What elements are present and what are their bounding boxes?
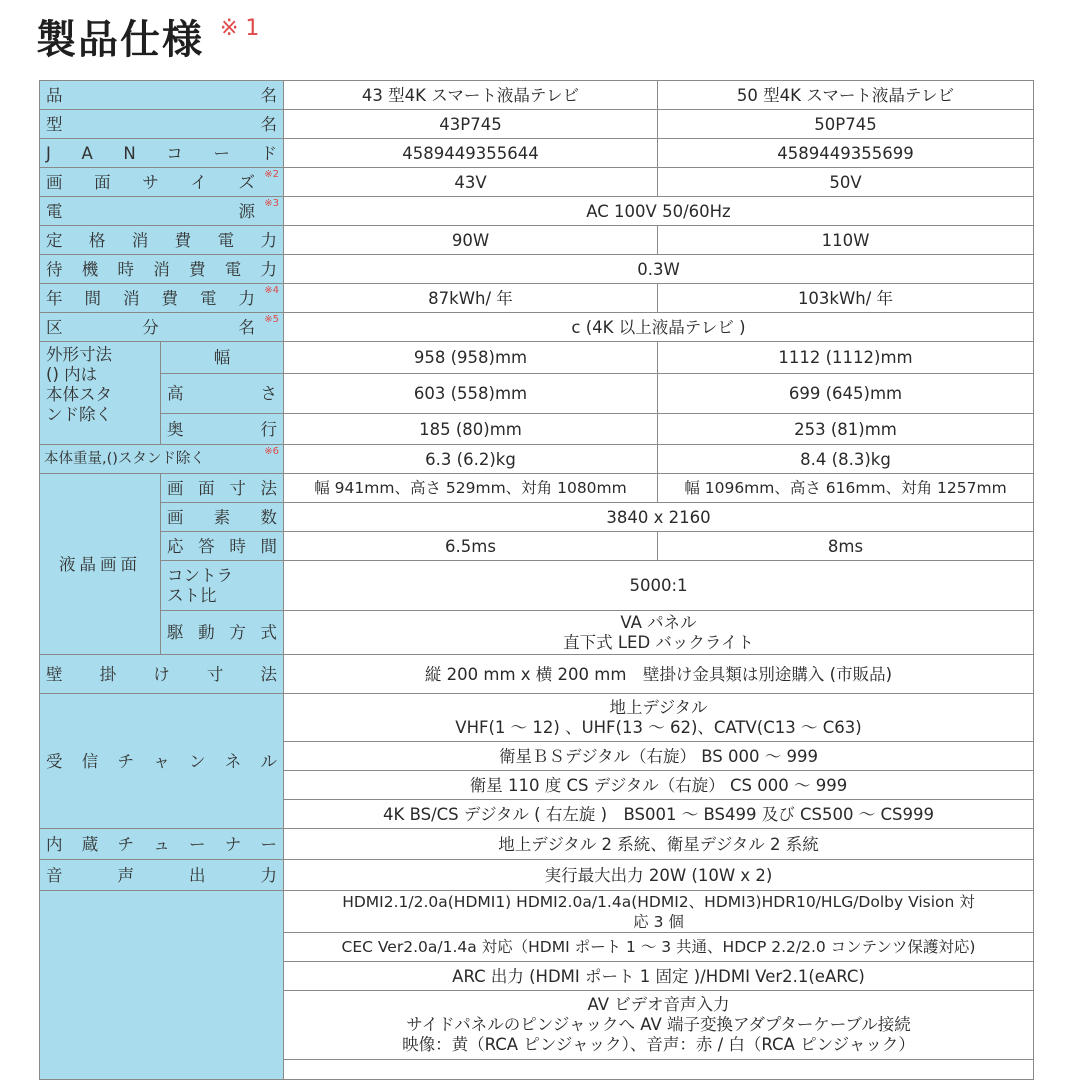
label-char: 出 <box>189 865 206 885</box>
row-product-name <box>40 81 1034 110</box>
row-io-hdmi <box>40 891 1034 933</box>
footnote-mark-6: ※6 <box>264 446 279 457</box>
value-io-cec: CEC Ver2.0a/1.4a 対応（HDMI ポート 1 ～ 3 共通、HDCP 2.2/2.0 コンテンツ保護対応) <box>284 933 1034 962</box>
label-dimensions-group <box>40 342 161 445</box>
value-weight-43: 6.3 (6.2)kg <box>284 445 658 474</box>
label-char: 内 <box>64 365 81 384</box>
label-char: 比 <box>200 585 217 605</box>
label-char: ト <box>183 585 200 605</box>
label-io <box>40 891 284 1080</box>
row-weight <box>40 445 1034 474</box>
row-wall-mount <box>40 655 1034 694</box>
value-channels-terrestrial: 地上デジタル VHF(1 ～ 12) 、UHF(13 ～ 62)、CATV(C13 ～ C63) <box>284 694 1034 742</box>
label-char: 寸 <box>206 664 224 684</box>
row-annual-power <box>40 284 1034 313</box>
label-char: は <box>80 365 98 384</box>
label-char: 名 <box>260 114 277 134</box>
value-lcd-drive: VA パネル 直下式 LED バックライト <box>284 611 1034 655</box>
label-char: さ <box>260 384 277 403</box>
label-char: 方 <box>229 623 246 642</box>
value-lcd-contrast: 5000:1 <box>284 561 1034 611</box>
label-dim-depth <box>161 414 284 445</box>
value-channels-cs: 衛星 110 度 CS デジタル（右旋） CS 000 ～ 999 <box>284 771 1034 800</box>
label-char: 答 <box>198 536 215 556</box>
label-lcd-response <box>161 532 284 561</box>
label-char: 型 <box>46 114 63 134</box>
label-char: イ <box>190 172 207 192</box>
label-dim-height <box>161 374 284 414</box>
label-char: 費 <box>174 230 192 250</box>
value-lcd-response-50: 8ms <box>658 532 1034 561</box>
title-footnote-mark: ※ 1 <box>220 16 260 41</box>
row-lcd-response <box>40 532 1034 561</box>
label-char: 分 <box>142 317 159 337</box>
value-io-more <box>284 1060 1034 1080</box>
label-char: 年 <box>46 288 63 308</box>
label-char: 費 <box>161 288 178 308</box>
label-power <box>40 197 284 226</box>
value-dim-height-43: 603 (558)mm <box>284 374 658 414</box>
label-weight: 本体重量,()スタンド除く ※6 <box>40 445 284 474</box>
label-wall-mount <box>40 655 284 694</box>
label-rated-power <box>40 226 284 255</box>
label-char: 電 <box>224 259 242 279</box>
page-title: 製品仕様 <box>36 17 204 63</box>
label-char: 費 <box>189 259 206 279</box>
label-char: 画 <box>46 172 63 192</box>
label-char: ス <box>167 585 184 605</box>
value-screen-size-43: 43V <box>284 168 658 197</box>
label-char: 名 <box>260 85 277 105</box>
label-char: 数 <box>260 507 277 527</box>
label-char: ) <box>52 365 59 384</box>
label-char: ナ <box>224 834 242 854</box>
label-char: 蔵 <box>81 834 99 854</box>
label-channels <box>40 694 284 829</box>
label-lcd-drive <box>161 611 284 655</box>
label-char: 力 <box>260 259 277 279</box>
label-char: ド <box>260 143 277 163</box>
label-char: 電 <box>200 288 217 308</box>
label-product-name <box>40 81 284 110</box>
label-char: 画 <box>167 507 184 527</box>
label-char: ー <box>189 834 206 854</box>
value-lcd-panel-size-43: 幅 941mm、高さ 529mm、対角 1080mm <box>284 474 658 503</box>
label-char: 形 <box>62 345 79 364</box>
label-char: 動 <box>198 623 215 642</box>
label-char: 名 <box>238 317 255 337</box>
label-screen-size <box>40 168 284 197</box>
label-char: 壁 <box>46 664 63 684</box>
value-model-43: 43P745 <box>284 110 658 139</box>
label-char: ン <box>189 751 206 771</box>
label-char: 掛 <box>99 664 117 684</box>
value-io-av: AV ビデオ音声入力 サイドパネルのピンジャックへ AV 端子変換アダプターケーブル接続 映像：黄（RCA ピンジャック）、音声：赤 / 白（RCA ピンジャック） <box>284 991 1034 1060</box>
label-char: 受 <box>46 751 63 771</box>
label-char: タ <box>95 385 112 404</box>
label-char: 本 <box>46 385 63 404</box>
value-jan-50: 4589449355699 <box>658 139 1034 168</box>
label-char: 式 <box>260 623 277 642</box>
label-char: ャ <box>153 751 170 771</box>
label-char: ネ <box>224 751 242 771</box>
label-char: 法 <box>260 478 277 498</box>
value-dim-width-43: 958 (958)mm <box>284 342 658 374</box>
value-dim-height-50: 699 (645)mm <box>658 374 1034 414</box>
label-char: 画 <box>167 478 184 498</box>
label-char: コ <box>166 143 183 163</box>
value-standby-power: 0.3W <box>284 255 1034 284</box>
label-lcd-pixels <box>161 503 284 532</box>
value-wall-mount: 縦 200 mm x 横 200 mm 壁掛け金具類は別途購入 (市販品) <box>284 655 1034 694</box>
row-dim-width <box>40 342 1034 374</box>
label-char: 声 <box>117 865 134 885</box>
label-char: 間 <box>260 536 277 556</box>
label-char: 力 <box>260 230 277 250</box>
label-char: コ <box>167 565 184 585</box>
label-char: 時 <box>229 536 246 556</box>
label-char: 行 <box>260 419 277 439</box>
label-char: 寸 <box>79 345 96 364</box>
value-io-arc: ARC 出力 (HDMI ポート 1 固定 )/HDMI Ver2.1(eARC) <box>284 962 1034 991</box>
label-char: ズ <box>238 172 255 192</box>
label-char: 応 <box>167 536 184 556</box>
label-char: 高 <box>167 384 184 403</box>
label-char: 寸 <box>229 478 246 498</box>
label-char: 信 <box>81 751 99 771</box>
label-char: ー <box>213 143 230 163</box>
label-tuner <box>40 829 284 860</box>
spec-table <box>39 80 1034 1080</box>
row-tuner <box>40 829 1034 860</box>
value-lcd-panel-size-50: 幅 1096mm、高さ 616mm、対角 1257mm <box>658 474 1034 503</box>
row-dim-depth <box>40 414 1034 445</box>
value-jan-43: 4589449355644 <box>284 139 658 168</box>
label-char: 消 <box>131 230 149 250</box>
label-char: 法 <box>95 345 112 364</box>
label-standby-power <box>40 255 284 284</box>
label-lcd-group: 液晶画面 <box>40 474 161 655</box>
row-model <box>40 110 1034 139</box>
value-rated-power-43: 90W <box>284 226 658 255</box>
row-lcd-pixels <box>40 503 1034 532</box>
label-jan <box>40 139 284 168</box>
value-tuner: 地上デジタル 2 系統、衛星デジタル 2 系統 <box>284 829 1034 860</box>
footnote-mark-5: ※5 <box>264 314 279 325</box>
label-char: 源 <box>238 201 255 221</box>
value-power: AC 100V 50/60Hz <box>284 197 1034 226</box>
label-char: 時 <box>117 259 134 279</box>
label-char: 消 <box>123 288 140 308</box>
label-char: 定 <box>46 230 63 250</box>
label-char: ド <box>62 405 79 424</box>
label-char: 面 <box>198 478 215 498</box>
row-screen-size <box>40 168 1034 197</box>
row-channels-terrestrial <box>40 694 1034 742</box>
label-char: 法 <box>260 664 277 684</box>
value-dim-width-50: 1112 (1112)mm <box>658 342 1034 374</box>
label-char: 待 <box>46 259 63 279</box>
label-char: ト <box>200 565 217 585</box>
value-io-hdmi: HDMI2.1/2.0a(HDMI1) HDMI2.0a/1.4a(HDMI2、HDMI3)HDR10/HLG/Dolby Vision 対 応 3 個 <box>284 891 1034 933</box>
value-product-name-50: 50 型4K スマート液晶テレビ <box>658 81 1034 110</box>
label-char: 内 <box>46 834 63 854</box>
value-product-name-43: 43 型4K スマート液晶テレビ <box>284 81 658 110</box>
value-channels-bs: 衛星ＢＳデジタル（右旋） BS 000 ～ 999 <box>284 742 1034 771</box>
row-audio <box>40 860 1034 891</box>
value-model-50: 50P745 <box>658 110 1034 139</box>
label-char: 力 <box>260 865 277 885</box>
label-char: 電 <box>46 201 63 221</box>
label-char: ル <box>260 751 277 771</box>
label-char: チ <box>117 751 134 771</box>
label-model <box>40 110 284 139</box>
row-category <box>40 313 1034 342</box>
row-lcd-drive <box>40 611 1034 655</box>
label-char: 消 <box>153 259 170 279</box>
label-char: ン <box>46 405 63 424</box>
label-char: 駆 <box>167 623 184 642</box>
row-lcd-panel-size <box>40 474 1034 503</box>
label-char: ー <box>260 834 277 854</box>
label-audio <box>40 860 284 891</box>
value-rated-power-50: 110W <box>658 226 1034 255</box>
row-rated-power <box>40 226 1034 255</box>
footnote-mark-4: ※4 <box>264 285 279 296</box>
label-char: 面 <box>94 172 111 192</box>
row-standby-power <box>40 255 1034 284</box>
label-char: 奥 <box>167 419 184 439</box>
label-char: チ <box>117 834 134 854</box>
value-dim-depth-50: 253 (81)mm <box>658 414 1034 445</box>
row-lcd-contrast <box>40 561 1034 611</box>
label-char: J <box>46 143 51 163</box>
label-char: サ <box>142 172 159 192</box>
label-char: 力 <box>238 288 255 308</box>
value-weight-50: 8.4 (8.3)kg <box>658 445 1034 474</box>
footnote-mark-3: ※3 <box>264 198 279 209</box>
value-screen-size-50: 50V <box>658 168 1034 197</box>
label-char: 体 <box>62 385 79 404</box>
label-char: ュ <box>153 834 170 854</box>
value-audio: 実行最大出力 20W (10W x 2) <box>284 860 1034 891</box>
label-char: ス <box>79 385 96 404</box>
label-char: ラ <box>216 565 233 585</box>
label-char: 音 <box>46 865 63 885</box>
value-channels-4k: 4K BS/CS デジタル ( 右左旋 ) BS001 ～ BS499 及び CS500 ～ CS999 <box>284 800 1034 829</box>
title-row <box>36 14 259 74</box>
label-char: く <box>95 405 112 424</box>
label-char: 品 <box>46 85 63 105</box>
value-dim-depth-43: 185 (80)mm <box>284 414 658 445</box>
row-dim-height <box>40 374 1034 414</box>
row-jan <box>40 139 1034 168</box>
label-char: 機 <box>81 259 99 279</box>
label-dim-width: 幅 <box>161 342 284 374</box>
label-annual-power <box>40 284 284 313</box>
label-category <box>40 313 284 342</box>
label-lcd-contrast <box>161 561 284 611</box>
footnote-mark-2: ※2 <box>264 169 279 180</box>
value-annual-power-43: 87kWh/ 年 <box>284 284 658 313</box>
label-char: 素 <box>213 507 231 527</box>
label-char: 間 <box>84 288 101 308</box>
label-char: 除 <box>79 405 96 424</box>
label-char: 外 <box>46 345 63 364</box>
value-lcd-response-43: 6.5ms <box>284 532 658 561</box>
value-lcd-pixels: 3840 x 2160 <box>284 503 1034 532</box>
label-char: ン <box>183 565 200 585</box>
label-char: 電 <box>217 230 235 250</box>
label-char: ( <box>46 365 53 384</box>
label-char: 区 <box>46 317 63 337</box>
label-char: N <box>123 143 136 163</box>
label-char: A <box>81 143 93 163</box>
row-power <box>40 197 1034 226</box>
value-annual-power-50: 103kWh/ 年 <box>658 284 1034 313</box>
label-lcd-panel-size <box>161 474 284 503</box>
label-char: 格 <box>88 230 106 250</box>
value-category: c (4K 以上液晶テレビ ) <box>284 313 1034 342</box>
label-char: け <box>153 664 170 684</box>
